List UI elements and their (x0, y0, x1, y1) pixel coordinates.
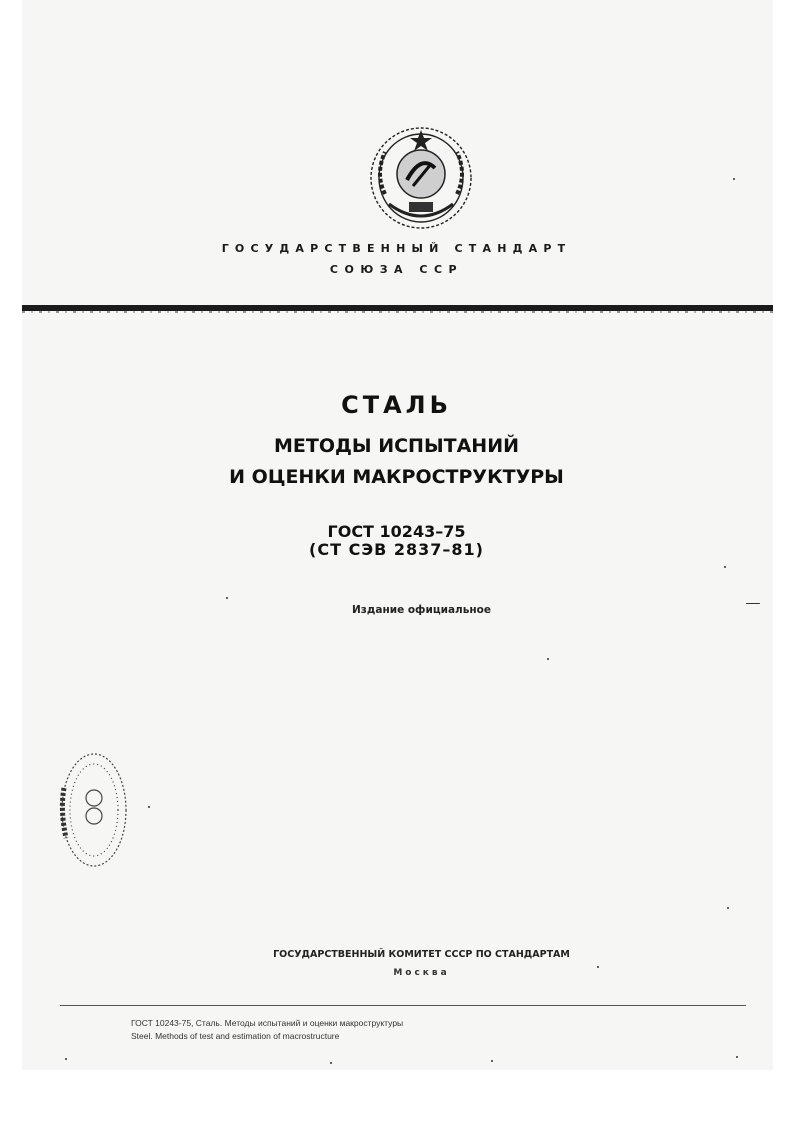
footer-title-ru: ГОСТ 10243-75, Сталь. Методы испытаний и оценки макроструктуры (131, 1018, 404, 1028)
scan-speck (491, 1060, 493, 1062)
edition-label: Издание официальное (352, 604, 491, 616)
document-subtitle-line1: МЕТОДЫ ИСПЫТАНИЙ (273, 435, 520, 457)
scan-speck (226, 597, 228, 599)
scan-speck (736, 1056, 738, 1058)
footer-title-en: Steel. Methods of test and estimation of macrostructure (131, 1031, 340, 1041)
sev-number: (СТ СЭВ 2837–81) (309, 540, 484, 559)
scan-speck (547, 658, 549, 660)
scan-speck (65, 1058, 67, 1060)
publisher-city: Москва (393, 968, 450, 978)
scan-speck (727, 907, 729, 909)
scan-speck (597, 966, 599, 968)
gost-number: ГОСТ 10243–75 (327, 522, 466, 541)
publisher-name: ГОСУДАРСТВЕННЫЙ КОМИТЕТ СССР ПО СТАНДАРТАМ (273, 949, 570, 960)
ussr-emblem-icon (365, 124, 477, 232)
header-ussr: СОЮЗА ССР (329, 263, 464, 276)
document-subtitle-line2: И ОЦЕНКИ МАКРОСТРУКТУРЫ (229, 466, 564, 488)
header-state-standard: ГОСУДАРСТВЕННЫЙ СТАНДАРТ (221, 242, 572, 255)
scan-speck (724, 566, 726, 568)
scan-speck (733, 178, 735, 180)
scan-speck (148, 806, 150, 808)
scan-speck (330, 1062, 332, 1064)
header-divider-texture (22, 311, 773, 313)
document-title: СТАЛЬ (341, 391, 452, 419)
footer-divider (60, 1005, 746, 1006)
library-stamp-icon (56, 748, 132, 870)
scan-speck (746, 603, 760, 604)
